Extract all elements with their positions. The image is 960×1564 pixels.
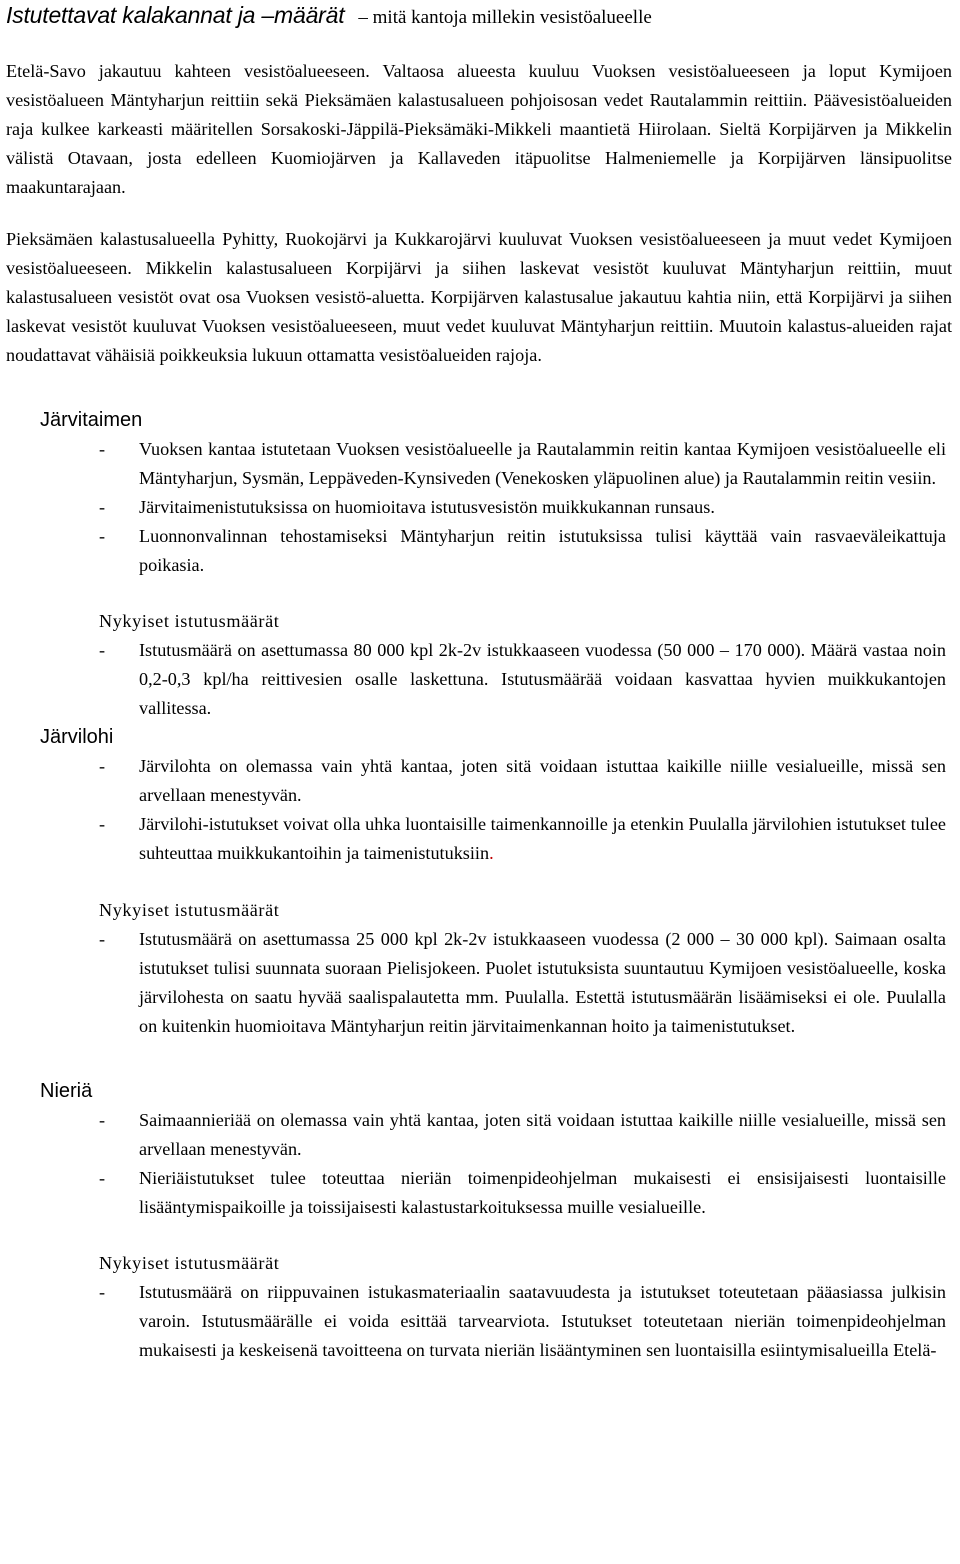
list-item: [6, 522, 952, 580]
list-item-text: Luonnonvalinnan tehostamiseksi Mäntyharjun reitin istutuksissa tulisi käyttää vain rasvaeväleikattuja poikasia.: [139, 526, 946, 575]
bullet-dash: -: [99, 497, 106, 517]
subheading-current-jarvilohi: Nykyiset istutusmäärät: [99, 900, 280, 920]
list-item: [6, 925, 952, 1041]
list-item-text: Vuoksen kantaa istutetaan Vuoksen vesistöalueelle ja Rautalammin reitin kantaa Kymijoen vesistöalueelle eli Mäntyharjun, Sysmän, Leppäveden-Kynsiveden (Venekosken yläpuolinen alue) ja Rautalammin reitin vesiin.: [139, 439, 946, 488]
list-item-text: Istutusmäärä on asettumassa 80 000 kpl 2k-2v istukkaaseen vuodessa (50 000 – 170 000). Määrä vastaa noin 0,2-0,3 kpl/ha reittivesien osalle laskettuna. Istutusmäärää voidaan kasvattaa hyvien muikkukantojen vallitessa.: [139, 640, 946, 718]
list-item: [6, 636, 952, 723]
bullet-dash: -: [99, 1282, 106, 1302]
bullet-dash: -: [99, 1110, 106, 1130]
list-item: [6, 493, 952, 522]
bullet-dash: -: [99, 1168, 106, 1188]
subheading-current-nieria: Nykyiset istutusmäärät: [99, 1253, 280, 1273]
list-item: [6, 810, 952, 868]
section-heading-jarvitaimen: Järvitaimen: [40, 409, 143, 431]
document-page: [6, 0, 952, 1365]
bullet-dash: -: [99, 929, 106, 949]
list-item-text: Saimaannieriää on olemassa vain yhtä kantaa, joten sitä voidaan istuttaa kaikille niille vesialueille, missä sen arvellaan menestyvän.: [139, 1110, 946, 1159]
list-item: [6, 1164, 952, 1222]
jarvilohi-current-list: [6, 925, 952, 1041]
red-period: .: [489, 843, 494, 863]
jarvilohi-list: [6, 752, 952, 868]
nieria-current-list: [6, 1278, 952, 1365]
jarvitaimen-list: [6, 435, 952, 580]
document-title: [6, 2, 952, 36]
bullet-dash: -: [99, 526, 106, 546]
list-item-text: Järvitaimenistutuksissa on huomioitava istutusvesistön muikkukannan runsaus.: [139, 497, 715, 517]
list-item-text: Järvilohta on olemassa vain yhtä kantaa, joten sitä voidaan istuttaa kaikille niille vesialueille, missä sen arvellaan menestyvän.: [139, 756, 946, 805]
bullet-dash: -: [99, 756, 106, 776]
subheading-current-jarvitaimen: Nykyiset istutusmäärät: [99, 611, 280, 631]
title-subtitle: – mitä kantoja millekin vesistöalueelle: [358, 7, 652, 28]
list-item: [6, 752, 952, 810]
bullet-dash: -: [99, 814, 106, 834]
jarvitaimen-current-list: [6, 636, 952, 723]
bullet-dash: -: [99, 640, 106, 660]
title-main: Istutettavat kalakannat ja –määrät: [6, 2, 345, 28]
intro-paragraph-2: Pieksämäen kalastusalueella Pyhitty, Ruokojärvi ja Kukkarojärvi kuuluvat Vuoksen vesistöalueeseen ja muut vedet Kymijoen vesistöalueeseen. Mikkelin kalastusalueen Korpijärvi ja siihen laskevat vesistöt kuuluvat Mäntyharjun reittiin, muut kalastusalueen vesistöt ovat osa Vuoksen vesistö-aluetta. Korpijärven kalastusalue jakautuu kahtia niin, että Korpijärvi ja siihen laskevat vesistöt kuuluvat Vuoksen vesistöalueeseen, muut vedet kuuluvat Mäntyharjun reittiin. Muutoin kalastus-alueiden rajat noudattavat vähäisiä poikkeuksia lukuun ottamatta vesistöalueiden rajoja.: [6, 229, 952, 365]
section-heading-nieria: Nieriä: [40, 1080, 93, 1102]
list-item-text: Istutusmäärä on riippuvainen istukasmateriaalin saatavuudesta ja istutukset toteutetaan pääasiassa julkisin varoin. Istutusmäärälle ei voida esittää tarvearviota. Istutukset toteutetaan nieriän toimenpideohjelman mukaisesti ja keskeisenä tavoitteena on turvata nieriän lisääntyminen sen luontaisilla esiintymisalueilla Etelä-: [139, 1282, 946, 1360]
list-item: [6, 435, 952, 493]
list-item: [6, 1106, 952, 1164]
list-item-text: Järvilohi-istutukset voivat olla uhka luontaisille taimenkannoille ja etenkin Puulalla järvilohien istutukset tulee suhteuttaa muikkukantoihin ja taimenistutuksiin: [139, 814, 946, 863]
intro-paragraph-1: Etelä-Savo jakautuu kahteen vesistöalueeseen. Valtaosa alueesta kuuluu Vuoksen vesistöalueeseen ja loput Kymijoen vesistöalueen Mäntyharjun reittiin sekä Pieksämäen kalastusalueen pohjoisosan vedet Rautalammin reittiin. Päävesistöalueiden raja kulkee karkeasti määritellen Sorsakoski-Jäppilä-Pieksämäki-Mikkeli maantietä Hiirolaan. Sieltä Korpijärven ja Mikkelin välistä Otavaan, josta edelleen Kuomiojärven ja Kallaveden itäpuolitse Halmeniemelle ja Korpijärven länsipuolitse maakuntarajaan.: [6, 61, 952, 197]
list-item: [6, 1278, 952, 1365]
list-item-text-wrap: [139, 810, 952, 868]
nieria-list: [6, 1106, 952, 1222]
list-item-text: Istutusmäärä on asettumassa 25 000 kpl 2k-2v istukkaaseen vuodessa (2 000 – 30 000 kpl). Saimaan osalta istutukset tulisi suunnata suoraan Pielisjokeen. Puolet istutuksista suuntautuu Kymijoen vesistöalueelle, koska järvilohesta on saatu hyvää saalispalautetta mm. Puulalla. Estettä istutusmäärän lisäämiseksi ei ole. Puulalla on kuitenkin huomioitava Mäntyharjun reitin järvitaimenkannan hoito ja taimenistutukset.: [139, 929, 946, 1036]
bullet-dash: -: [99, 439, 106, 459]
list-item-text: Nieriäistutukset tulee toteuttaa nieriän toimenpideohjelman mukaisesti ei ensisijaisesti luontaisille lisääntymispaikoille ja toissijaisesti kalastustarkoituksessa muille vesialueille.: [139, 1168, 946, 1217]
section-heading-jarvilohi: Järvilohi: [40, 726, 114, 748]
